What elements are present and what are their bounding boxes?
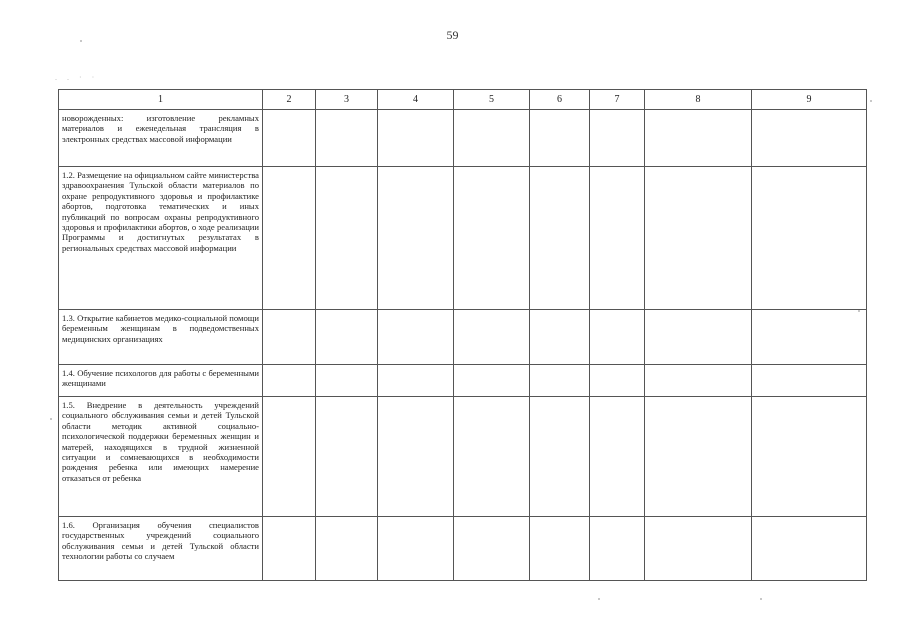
empty-cell [316,365,378,397]
empty-cell [645,310,752,365]
empty-cell [263,310,316,365]
header-col-1: 1 [59,90,263,110]
empty-cell [316,397,378,517]
program-table-container [58,89,866,582]
empty-cell [590,310,645,365]
empty-cell [645,397,752,517]
empty-cell [316,517,378,581]
row-description: 1.5. Внедрение в деятельность учреждений социального обслуживания семьи и детей Тульской области методик активной социально-психологической поддержки беременных женщин и матерей, находящихся в трудной жизненной ситуации и сомневающихся в необходимости рождения ребенка или имеющих намерение отказаться от ребенка [59,397,263,517]
empty-cell [454,110,530,167]
header-col-4: 4 [378,90,454,110]
header-col-2: 2 [263,90,316,110]
empty-cell [263,517,316,581]
table-row [59,310,867,365]
row-description: 1.3. Открытие кабинетов медико-социальной помощи беременным женщинам в подведомственных медицинских организациях [59,310,263,365]
empty-cell [378,310,454,365]
empty-cell [530,310,590,365]
row-description: 1.2. Размещение на официальном сайте министерства здравоохранения Тульской области материалов по охране репродуктивного здоровья и профилактике абортов, подготовка тематических и иных публикаций по вопросам охраны репродуктивного здоровья и профилактики абортов, о ходе реализации Программы и достигнутых результатах в региональных средствах массовой информации [59,167,263,310]
empty-cell [530,167,590,310]
scan-speck [50,418,52,420]
empty-cell [316,110,378,167]
empty-cell [590,397,645,517]
empty-cell [378,110,454,167]
empty-cell [752,310,867,365]
scan-artifact: . . · · [55,73,99,82]
table-row [59,517,867,581]
table-header-row [59,90,867,110]
table-row [59,110,867,167]
empty-cell [752,517,867,581]
table-row [59,167,867,310]
empty-cell [316,310,378,365]
empty-cell [263,167,316,310]
empty-cell [530,397,590,517]
empty-cell [590,167,645,310]
empty-cell [378,397,454,517]
header-col-8: 8 [645,90,752,110]
header-col-3: 3 [316,90,378,110]
empty-cell [590,110,645,167]
header-col-7: 7 [590,90,645,110]
row-description: 1.6. Организация обучения специалистов государственных учреждений социального обслуживания семьи и детей Тульской области технологии работы со случаем [59,517,263,581]
empty-cell [530,365,590,397]
empty-cell [316,167,378,310]
empty-cell [378,517,454,581]
empty-cell [454,517,530,581]
empty-cell [263,110,316,167]
page-number: 59 [446,28,459,42]
empty-cell [378,167,454,310]
empty-cell [454,310,530,365]
empty-cell [645,365,752,397]
header-col-5: 5 [454,90,530,110]
row-description: 1.4. Обучение психологов для работы с беременными женщинами [59,365,263,397]
header-col-6: 6 [530,90,590,110]
empty-cell [645,517,752,581]
empty-cell [378,365,454,397]
empty-cell [530,110,590,167]
empty-cell [454,167,530,310]
scan-speck [858,310,860,312]
scan-speck [870,100,872,102]
empty-cell [530,517,590,581]
empty-cell [645,167,752,310]
empty-cell [454,397,530,517]
empty-cell [752,397,867,517]
empty-cell [752,365,867,397]
empty-cell [752,167,867,310]
empty-cell [645,110,752,167]
scan-speck [598,598,600,600]
empty-cell [752,110,867,167]
empty-cell [263,397,316,517]
empty-cell [263,365,316,397]
empty-cell [454,365,530,397]
header-col-9: 9 [752,90,867,110]
scan-speck [760,598,762,600]
table-row [59,397,867,517]
table-row [59,365,867,397]
row-description: новорожденных: изготовление рекламных материалов и еженедельная трансляция в электронных средствах массовой информации [59,110,263,167]
empty-cell [590,365,645,397]
program-table [58,89,867,581]
empty-cell [590,517,645,581]
scan-speck [80,40,82,42]
